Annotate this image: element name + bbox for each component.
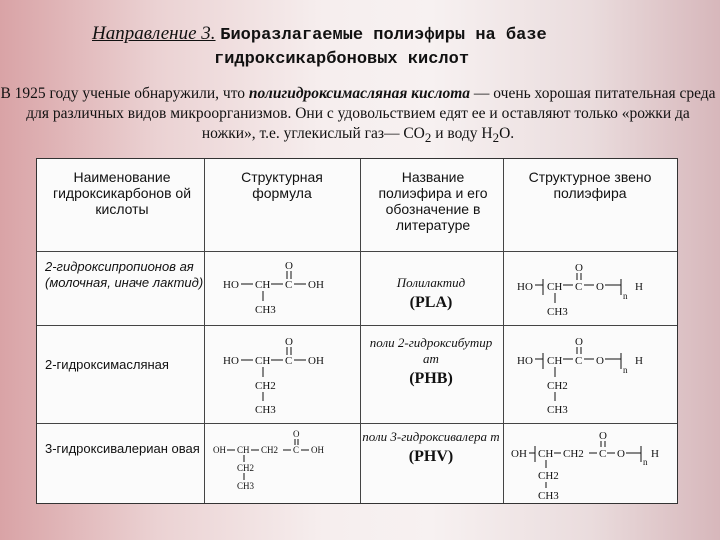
atom: H [635,281,643,293]
atom: CH2 [261,445,279,455]
atom: CH2 [538,470,559,482]
atom: CH3 [255,304,276,316]
atom: CH [237,445,250,455]
polymer-name: поли 3-гидроксивалера т [362,429,500,444]
intro-text-3: и воду H [431,125,493,142]
unit-row-1 [517,262,667,321]
atom: n [623,291,628,301]
atom: CH3 [255,404,276,416]
atom: O [575,336,583,348]
header-polyester-name: Название полиэфира и его обозначение в литературе [378,169,488,233]
atom: C [293,445,300,455]
atom: OH [308,355,324,367]
atom: O [617,448,625,460]
unit-row-3 [511,431,671,501]
atom: H [635,355,643,367]
intro-sub-h2o: 2 [492,130,500,146]
polyester-table [36,158,678,504]
atom: C [575,281,583,293]
atom: CH2 [563,448,584,460]
row-divider [37,251,677,252]
slide-title [92,22,712,72]
polymer-name: Полилактид [396,275,466,290]
atom: OH [213,445,226,455]
atom: OH [311,445,324,455]
atom: O [285,260,293,272]
polymer-row-2 [361,335,501,387]
atom: CH [547,355,563,367]
atom: O [293,429,300,439]
formula-row-3 [213,431,353,501]
atom: HO [223,279,239,291]
atom: O [596,281,604,293]
atom: HO [517,355,533,367]
intro-sub-co2: 2 [424,130,432,146]
formula-row-1 [223,260,353,319]
polymer-abbr: (PLA) [409,294,453,311]
atom: CH3 [237,481,255,491]
atom: C [285,355,293,367]
row-divider [37,423,677,424]
intro-text-2: — очень хорошая питательная среда для различных видов микроорганизмов. Они с удовольствием едят ее и оставляют только «рожки да ножки», т.е. углекислый газ— CO [26,85,716,142]
polymer-row-1 [361,275,501,311]
title-line2: гидроксикарбоновых кислот [214,50,470,69]
polymer-abbr: (PHV) [408,448,454,465]
intro-text-1: В 1925 году ученые обнаружили, что [0,85,249,102]
acid-name-row-3: 3-гидроксивалериан овая [45,441,200,456]
col-divider [503,159,504,503]
atom: O [285,336,293,348]
intro-emphasis: полигидроксимасляная кислота [248,85,471,102]
intro-paragraph [0,84,716,148]
atom: O [599,430,607,442]
atom: CH2 [255,380,276,392]
atom: O [575,262,583,274]
atom: n [623,365,628,375]
direction-label: Направление 3. [92,23,216,44]
acid-name-row-1: 2-гидроксипропионов ая (молочная, иначе лактид) [45,259,204,290]
atom: CH3 [547,306,568,318]
atom: HO [223,355,239,367]
atom: OH [308,279,324,291]
polymer-abbr: (PHB) [409,370,453,387]
atom: H [651,448,659,460]
title-main: Биоразлагаемые полиэфиры на базе [220,26,547,45]
header-structural-unit: Структурное звено полиэфира [528,169,652,201]
atom: C [285,279,293,291]
atom: CH [547,281,563,293]
atom: OH [511,448,527,460]
atom: CH2 [547,380,568,392]
atom: CH [255,355,271,367]
row-divider [37,325,677,326]
atom: C [599,448,607,460]
atom: CH3 [547,404,568,416]
header-acid-name: Наименование гидроксикарбонов ой кислоты [52,169,192,217]
intro-text-4: O. [499,125,515,142]
atom: O [596,355,604,367]
unit-row-2 [517,336,667,419]
atom: n [643,457,648,467]
formula-row-2 [223,336,353,419]
atom: C [575,355,583,367]
header-structural-formula: Структурная формула [241,169,323,201]
acid-name-row-2: 2-гидроксимасляная [45,357,169,372]
atom: CH [538,448,554,460]
polymer-name: поли 2-гидроксибутир ат [369,335,493,366]
atom: HO [517,281,533,293]
atom: CH3 [538,490,559,502]
polymer-row-3 [361,429,501,465]
atom: CH2 [237,463,255,473]
atom: CH [255,279,271,291]
